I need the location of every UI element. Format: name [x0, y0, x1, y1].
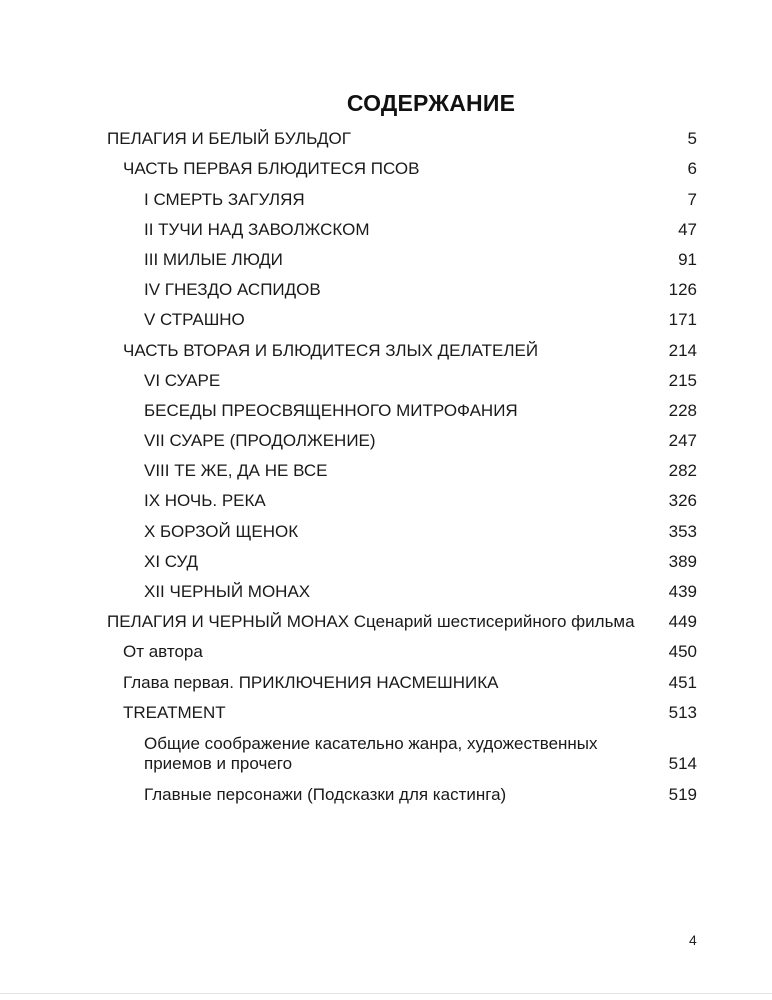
toc-entry — [107, 607, 697, 637]
toc-entry-page: 5 — [687, 129, 697, 149]
page-title: СОДЕРЖАНИЕ — [346, 90, 516, 116]
toc-entry-label: ПЕЛАГИЯ И БЕЛЫЙ БУЛЬДОГ — [107, 129, 351, 149]
toc-entry-page: 6 — [687, 159, 697, 179]
toc-entry — [107, 516, 697, 546]
toc-entry — [107, 637, 697, 667]
toc-entry-label: III МИЛЫЕ ЛЮДИ — [144, 249, 283, 269]
toc-entry-page: 91 — [678, 249, 697, 269]
toc-entry — [107, 275, 697, 305]
toc-entry-page: 215 — [668, 370, 697, 390]
toc-entry-label: XII ЧЕРНЫЙ МОНАХ — [144, 582, 311, 601]
toc-entry — [107, 547, 697, 577]
toc-entry-label: ПЕЛАГИЯ И ЧЕРНЫЙ МОНАХ Сценарий шестисерийного фильма — [107, 612, 635, 632]
toc-entry-label: ЧАСТЬ ВТОРАЯ И БЛЮДИТЕСЯ ЗЛЫХ ДЕЛАТЕЛЕЙ — [123, 340, 539, 360]
toc-entry-label: TREATMENT — [123, 702, 226, 722]
toc-entry-page: 228 — [668, 400, 697, 420]
toc-entry — [107, 667, 697, 697]
toc-entry-label: ЧАСТЬ ПЕРВАЯ БЛЮДИТЕСЯ ПСОВ — [123, 159, 420, 179]
toc-entry — [107, 184, 697, 214]
toc-entry — [107, 305, 697, 335]
toc-entry-page: 247 — [668, 431, 697, 451]
toc-entry-page: 326 — [668, 491, 697, 511]
bottom-divider — [0, 993, 772, 994]
toc-entry — [107, 426, 697, 456]
toc-entry — [107, 577, 697, 607]
page-number: 4 — [689, 932, 697, 948]
toc-entry-page: 513 — [668, 702, 697, 722]
toc-entry-label: IV ГНЕЗДО АСПИДОВ — [144, 280, 321, 300]
toc-entry-label: БЕСЕДЫ ПРЕОСВЯЩЕННОГО МИТРОФАНИЯ — [144, 400, 518, 420]
toc-entry — [107, 215, 697, 245]
toc-entry-page: 171 — [668, 310, 697, 330]
toc-entry-page: 450 — [668, 642, 697, 662]
toc-entry — [107, 698, 697, 728]
toc-entry-label: II ТУЧИ НАД ЗАВОЛЖСКОМ — [144, 219, 370, 239]
toc-entry-page: 519 — [668, 784, 697, 804]
toc-entry-page: 389 — [668, 551, 697, 571]
table-of-contents — [107, 124, 697, 810]
toc-entry-page: 282 — [668, 461, 697, 481]
toc-entry — [107, 335, 697, 365]
toc-entry-page: 449 — [668, 612, 697, 632]
toc-entry-label: VI СУАРЕ — [144, 370, 221, 390]
toc-entry — [107, 780, 697, 810]
toc-entry-label: XI СУД — [144, 551, 199, 571]
toc-entry-page: 7 — [687, 189, 697, 209]
toc-entry-label: Общие соображение касательно жанра, художественных приемов и прочего — [144, 733, 598, 773]
toc-entry-label: От автора — [123, 642, 203, 662]
toc-entry — [107, 396, 697, 426]
toc-entry — [107, 486, 697, 516]
toc-entry — [107, 154, 697, 184]
toc-entry-label: Главные персонажи (Подсказки для кастинга) — [144, 784, 507, 804]
toc-entry-label: VII СУАРЕ (ПРОДОЛЖЕНИЕ) — [144, 431, 376, 451]
toc-entry-page: 214 — [668, 340, 697, 360]
toc-entry-label: X БОРЗОЙ ЩЕНОК — [144, 521, 299, 541]
toc-entry — [107, 728, 697, 774]
toc-entry-label: I СМЕРТЬ ЗАГУЛЯЯ — [144, 189, 305, 209]
toc-entry-label: IX НОЧЬ. РЕКА — [144, 491, 266, 511]
toc-entry-page: 47 — [678, 219, 697, 239]
toc-entry — [107, 124, 697, 154]
toc-entry-page: 451 — [668, 672, 697, 692]
toc-entry-label: Глава первая. ПРИКЛЮЧЕНИЯ НАСМЕШНИКА — [123, 672, 499, 692]
toc-entry — [107, 366, 697, 396]
toc-entry-page: 514 — [668, 753, 697, 773]
toc-entry-page: 126 — [668, 280, 697, 300]
toc-entry — [107, 456, 697, 486]
toc-entry-page: 439 — [668, 582, 697, 601]
toc-entry-label: VIII ТЕ ЖЕ, ДА НЕ ВСЕ — [144, 461, 328, 481]
toc-entry — [107, 245, 697, 275]
toc-entry-page: 353 — [668, 521, 697, 541]
toc-entry-label: V СТРАШНО — [144, 310, 245, 330]
